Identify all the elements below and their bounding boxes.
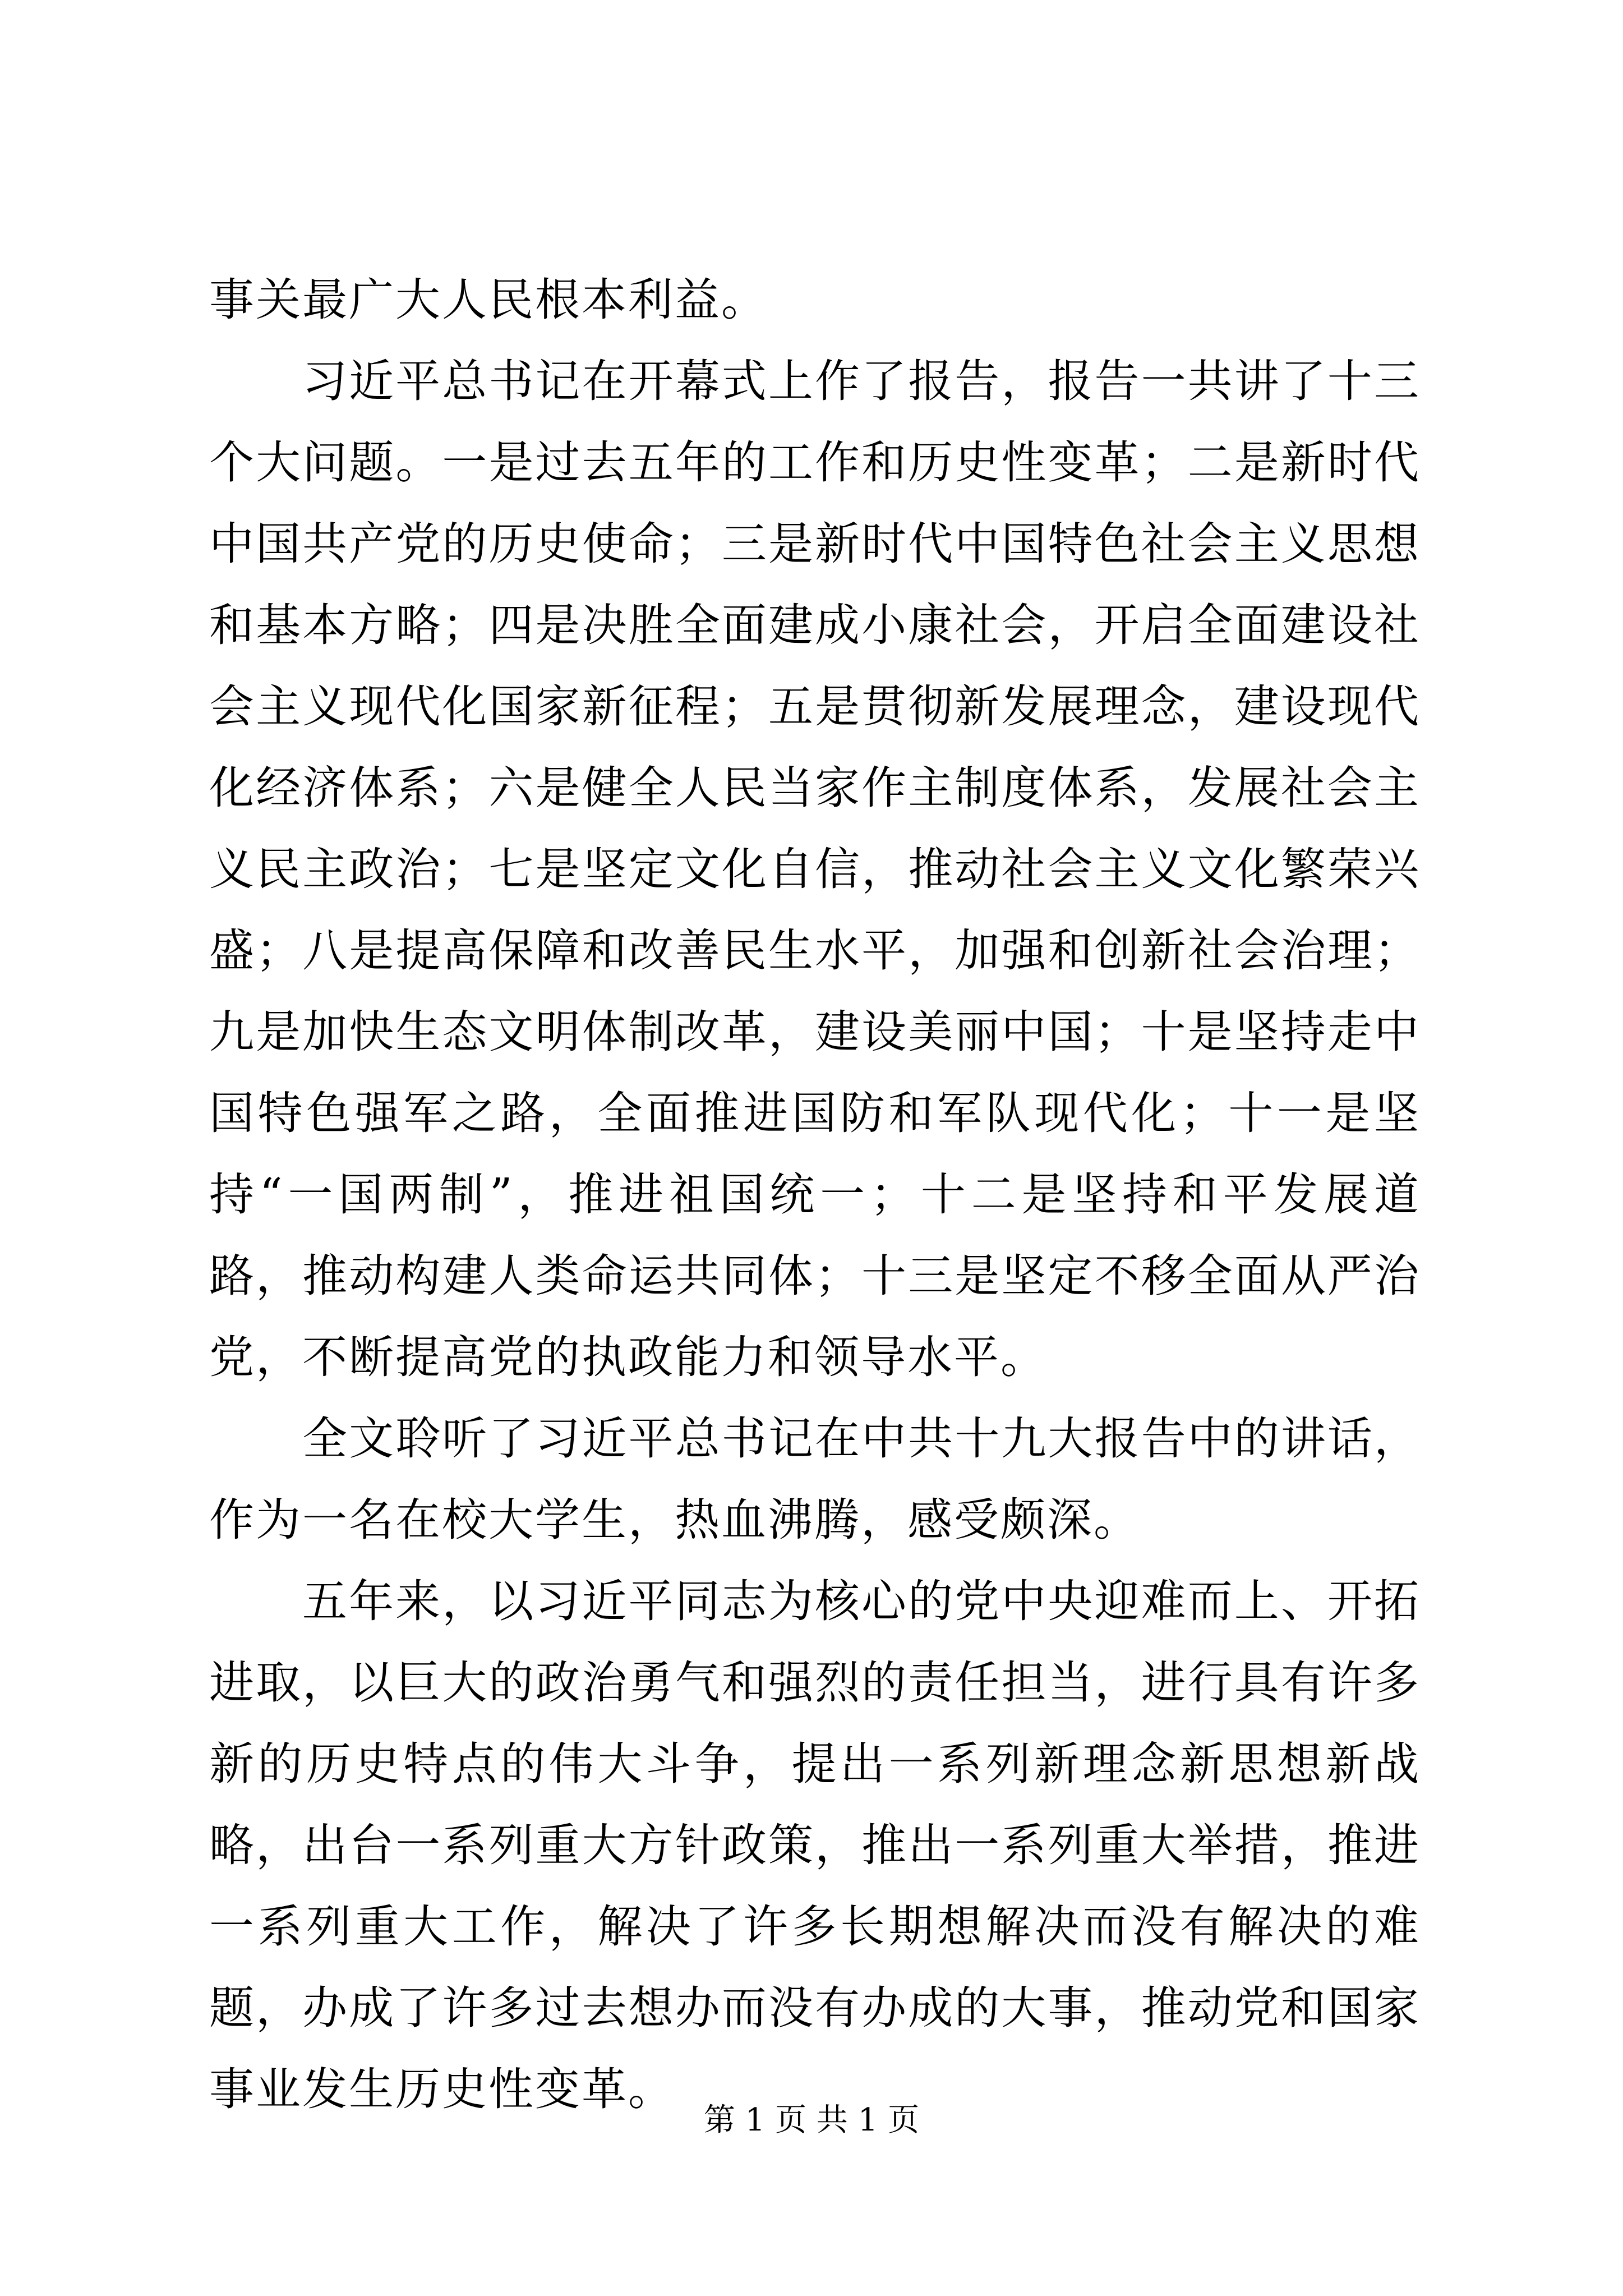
paragraph-3: 全文聆听了习近平总书记在中共十九大报告中的讲话，作为一名在校大学生，热血沸腾，感受颇深。 bbox=[209, 1412, 1421, 1546]
page-footer: 第 1 页 共 1 页 bbox=[703, 2102, 920, 2138]
document-body bbox=[209, 259, 1421, 2130]
paragraph-4: 五年来，以习近平同志为核心的党中央迎难而上、开拓进取，以巨大的政治勇气和强烈的责任担当，进行具有许多新的历史特点的伟大斗争，提出一系列新理念新思想新战略，出台一系列重大方针政策，推出一系列重大举措，推进一系列重大工作，解决了许多长期想解决而没有解决的难题，办成了许多过去想办而没有办成的大事，推动党和国家事业发生历史性变革。 bbox=[209, 1575, 1421, 2115]
paragraph-2: 习近平总书记在开幕式上作了报告，报告一共讲了十三个大问题。一是过去五年的工作和历史性变革；二是新时代中国共产党的历史使命；三是新时代中国特色社会主义思想和基本方略；四是决胜全面建成小康社会，开启全面建设社会主义现代化国家新征程；五是贯彻新发展理念，建设现代化经济体系；六是健全人民当家作主制度体系，发展社会主义民主政治；七是坚定文化自信，推动社会主义文化繁荣兴盛；八是提高保障和改善民生水平，加强和创新社会治理；九是加快生态文明体制改革，建设美丽中国；十是坚持走中国特色强军之路，全面推进国防和军队现代化；十一是坚持“一国两制”，推进祖国统一；十二是坚持和平发展道路，推动构建人类命运共同体；十三是坚定不移全面从严治党，不断提高党的执政能力和领导水平。 bbox=[209, 355, 1421, 1383]
paragraph-1: 事关最广大人民根本利益。 bbox=[209, 274, 768, 326]
